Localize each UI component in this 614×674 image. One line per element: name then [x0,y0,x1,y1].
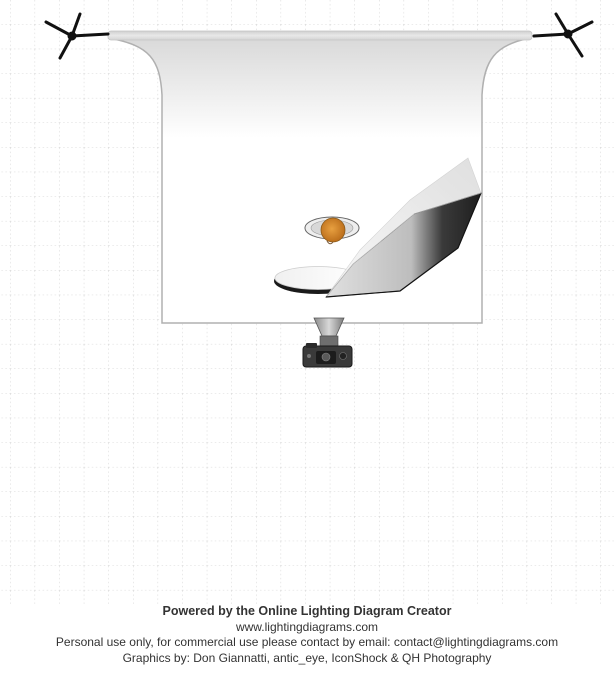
footer-website: www.lightingdiagrams.com [235,619,379,634]
backdrop-roll [108,31,532,40]
footer-credits: Graphics by: Don Giannatti, antic_eye, IconShock & QH Photography [122,650,492,665]
footer-title: Powered by the Online Lighting Diagram Creator [162,604,452,618]
footer-license: Personal use only, for commercial use please contact by email: contact@lightingdiagrams.com [55,635,559,649]
footer [0,604,614,666]
